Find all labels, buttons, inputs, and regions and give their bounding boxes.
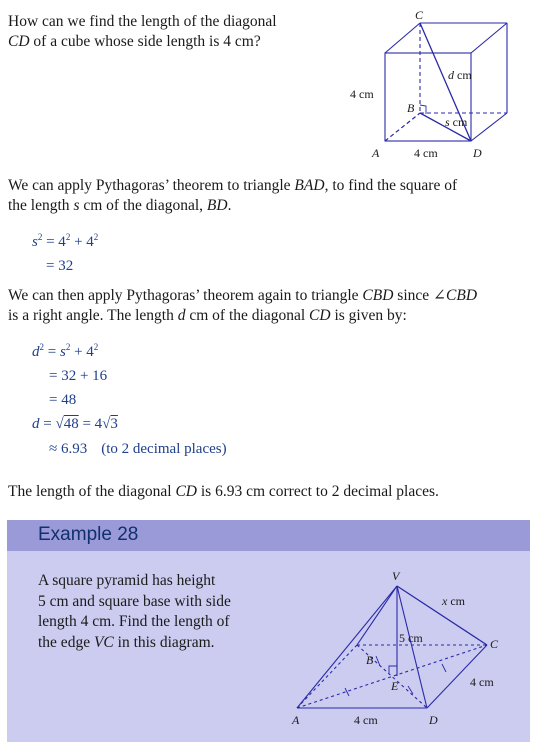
eq1-line2: = 32 <box>46 258 74 274</box>
base-diagonal-ac <box>297 645 487 708</box>
example-line-3: length 4 cm. Find the length of <box>38 613 230 630</box>
equation-d <box>32 342 227 459</box>
eq2-line4: d = √48 = 4√3 <box>32 416 118 432</box>
edge-vb <box>357 586 397 645</box>
intro-line-2 <box>8 32 277 52</box>
label-side-4cm: 4 cm <box>350 87 374 101</box>
label-height-5cm: 5 cm <box>399 631 423 645</box>
para1-line2: the length s cm of the diagonal, BD. <box>8 197 232 214</box>
eq2-line1: $d^2 = s^2 + 4^2$ <box>32 342 99 360</box>
label-bottom-4cm: 4 cm <box>414 146 438 160</box>
paragraph-bad <box>8 176 533 216</box>
cube-edge-bottom-right <box>471 113 507 141</box>
para2-line1: We can then apply Pythagoras’ theorem again to triangle CBD since ∠CBD <box>8 287 478 304</box>
para2-line2: is a right angle. The length d cm of the diagonal CD is given by: <box>8 307 407 324</box>
label-b: B <box>407 101 415 115</box>
example-header <box>7 520 530 551</box>
label-side-4cm-pyramid: 4 cm <box>470 675 494 689</box>
pyramid-diagram <box>282 568 512 734</box>
eq1-line1: $s^2 = 4^2 + 4^2$ <box>32 232 99 250</box>
label-v: V <box>392 569 400 583</box>
label-s-cm: s cm <box>445 115 468 129</box>
equation-s-squared <box>32 232 98 276</box>
example-text <box>38 571 231 653</box>
label-x-cm: x cm <box>442 594 465 608</box>
conclusion: The length of the diagonal CD is 6.93 cm correct to 2 decimal places. <box>8 483 439 500</box>
cube-diagram <box>340 8 535 163</box>
tick-mark-3 <box>408 686 413 694</box>
example-line-4: the edge VC in this diagram. <box>38 633 215 651</box>
label-c: C <box>415 8 424 22</box>
label-e: E <box>391 679 399 693</box>
tick-mark-1 <box>376 656 380 666</box>
eq2-line3: = 48 <box>49 392 77 408</box>
eq2-line2: = 32 + 16 <box>49 368 108 384</box>
intro-question <box>8 12 277 52</box>
cube-edge-top-left <box>385 23 420 53</box>
label-d: D <box>473 146 482 160</box>
cube-edge-top-right <box>471 23 507 53</box>
intro-line-2-rest: of a cube whose side length is 4 cm? <box>29 33 261 50</box>
tick-mark-2 <box>345 688 349 696</box>
eq2-line5: ≈ 6.93 (to 2 decimal places) <box>49 441 227 457</box>
example-line-2: 5 cm and square base with side <box>38 592 231 610</box>
label-a: A <box>372 146 380 160</box>
intro-line-1: How can we find the length of the diagonal <box>8 13 277 30</box>
example-line-1: A square pyramid has height <box>38 572 216 589</box>
edge-vd <box>397 586 427 708</box>
label-d-cm: d cm <box>448 68 472 82</box>
tick-mark-4 <box>442 664 446 672</box>
example-box <box>7 520 530 742</box>
paragraph-cbd <box>8 286 536 326</box>
label-b-pyramid: B <box>366 653 374 667</box>
edge-va <box>297 586 397 708</box>
example-title: Example 28 <box>38 524 139 545</box>
label-c-pyramid: C <box>490 637 499 651</box>
var-cd: CD <box>8 33 30 50</box>
height-right-angle <box>389 666 397 674</box>
label-a-pyramid: A <box>292 713 300 727</box>
label-bottom-4cm-pyramid: 4 cm <box>354 713 378 727</box>
para1-line1: We can apply Pythagoras’ theorem to triangle BAD, to find the square of <box>8 177 458 194</box>
label-d-pyramid: D <box>429 713 438 727</box>
